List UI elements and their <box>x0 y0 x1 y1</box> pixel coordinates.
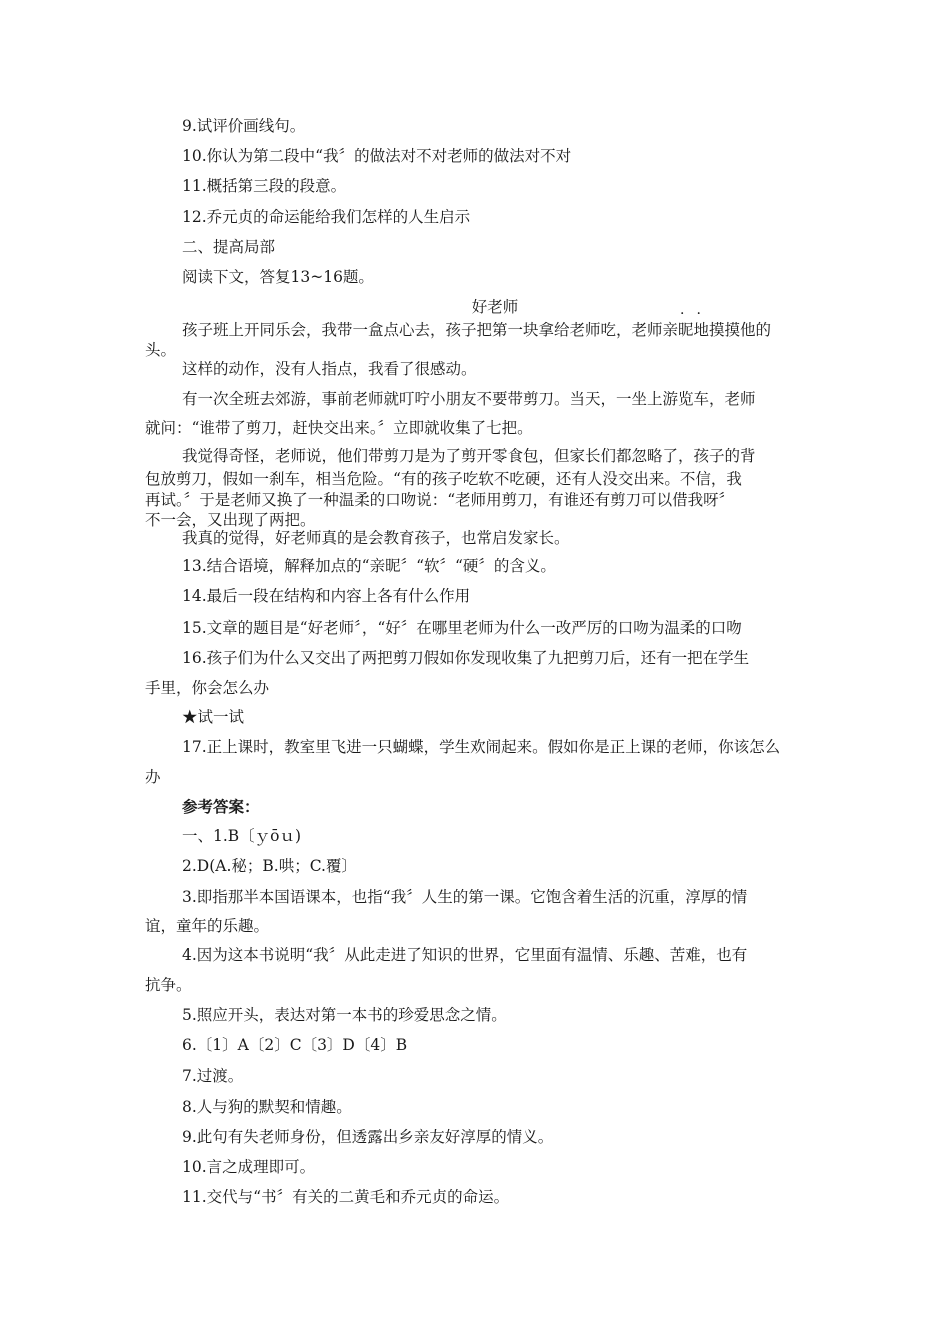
reading-intro: 阅读下文，答复13~16题。 <box>182 268 374 286</box>
answer-8: 8.人与狗的默契和情趣。 <box>182 1098 352 1116</box>
article-line: 我觉得奇怪，老师说，他们带剪刀是为了剪开零食包，但家长们都忽略了，孩子的背 <box>182 447 756 465</box>
article-line: 孩子班上开同乐会，我带一盒点心去，孩子把第一块拿给老师吃，老师亲昵地摸摸他的 <box>182 321 772 339</box>
article-line: 这样的动作，没有人指点，我看了很感动。 <box>182 360 477 378</box>
answer-7: 7.过渡。 <box>182 1067 244 1085</box>
answer-4-cont: 抗争。 <box>145 976 192 994</box>
question-16: 16.孩子们为什么又交出了两把剪刀假如你发现收集了九把剪刀后，还有一把在学生 <box>182 649 750 667</box>
article-line: 包放剪刀，假如一刹车，相当危险。“有的孩子吃软不吃硬，还有人没交出来。不信，我 <box>145 470 742 488</box>
answer-10: 10.言之成理即可。 <box>182 1158 316 1176</box>
question-15: 15.文章的题目是“好老师〞，“好〞在哪里老师为什么一改严厉的口吻为温柔的口吻 <box>182 619 742 637</box>
article-line: 头。 <box>145 341 177 359</box>
answer-6: 6.〔1〕A〔2〕C〔3〕D〔4〕B <box>182 1036 408 1054</box>
question-16-cont: 手里，你会怎么办 <box>145 679 270 697</box>
answer-3: 3.即指那半本国语课本，也指“我〞人生的第一课。它饱含着生活的沉重，淳厚的情 <box>182 888 748 906</box>
article-title: 好老师 <box>471 298 519 316</box>
answer-9: 9.此句有失老师身份，但透露出乡亲友好淳厚的情义。 <box>182 1128 554 1146</box>
article-line: 不一会，又出现了两把。 <box>145 511 316 529</box>
answer-5: 5.照应开头，表达对第一本书的珍爱思念之情。 <box>182 1006 507 1024</box>
answer-11: 11.交代与“书〞有关的二黄毛和乔元贞的命运。 <box>182 1188 510 1206</box>
article-line: 有一次全班去郊游，事前老师就叮咛小朋友不要带剪刀。当天，一坐上游览车，老师 <box>182 390 756 408</box>
article-line: 就问：“谁带了剪刀，赶快交出来。〞立即就收集了七把。 <box>145 419 533 437</box>
answer-3-cont: 谊，童年的乐趣。 <box>145 917 270 935</box>
question-10: 10.你认为第二段中“我〞的做法对不对老师的做法对不对 <box>182 147 572 165</box>
answers-heading: 参考答案： <box>182 797 260 816</box>
section-heading: 二、提高局部 <box>182 238 276 256</box>
question-9: 9.试评价画线句。 <box>182 117 306 135</box>
article-line: 再试。〞于是老师又换了一种温柔的口吻说：“老师用剪刀，有谁还有剪刀可以借我呀〞 <box>145 491 735 509</box>
article-line: 我真的觉得，好老师真的是会教育孩子，也常启发家长。 <box>182 529 570 547</box>
question-14: 14.最后一段在结构和内容上各有什么作用 <box>182 587 471 605</box>
answer-2: 2.D(A.秘；B.哄；C.覆〕 <box>182 857 357 875</box>
question-11: 11.概括第三段的段意。 <box>182 177 347 195</box>
answer-1: 一、1.B〔ｙōｕ) <box>182 827 302 845</box>
question-13: 13.结合语境，解释加点的“亲昵〞“软〞“硬〞的含义。 <box>182 557 556 575</box>
answer-4: 4.因为这本书说明“我〞从此走进了知识的世界，它里面有温情、乐趣、苦难，也有 <box>182 946 748 964</box>
question-17-cont: 办 <box>145 768 161 786</box>
question-17: 17.正上课时，教室里飞进一只蝴蝶，学生欢闹起来。假如你是正上课的老师，你该怎么 <box>182 738 781 756</box>
emphasis-dots: ·· <box>680 306 713 322</box>
question-12: 12.乔元贞的命运能给我们怎样的人生启示 <box>182 208 471 226</box>
try-heading: ★试一试 <box>182 708 245 726</box>
